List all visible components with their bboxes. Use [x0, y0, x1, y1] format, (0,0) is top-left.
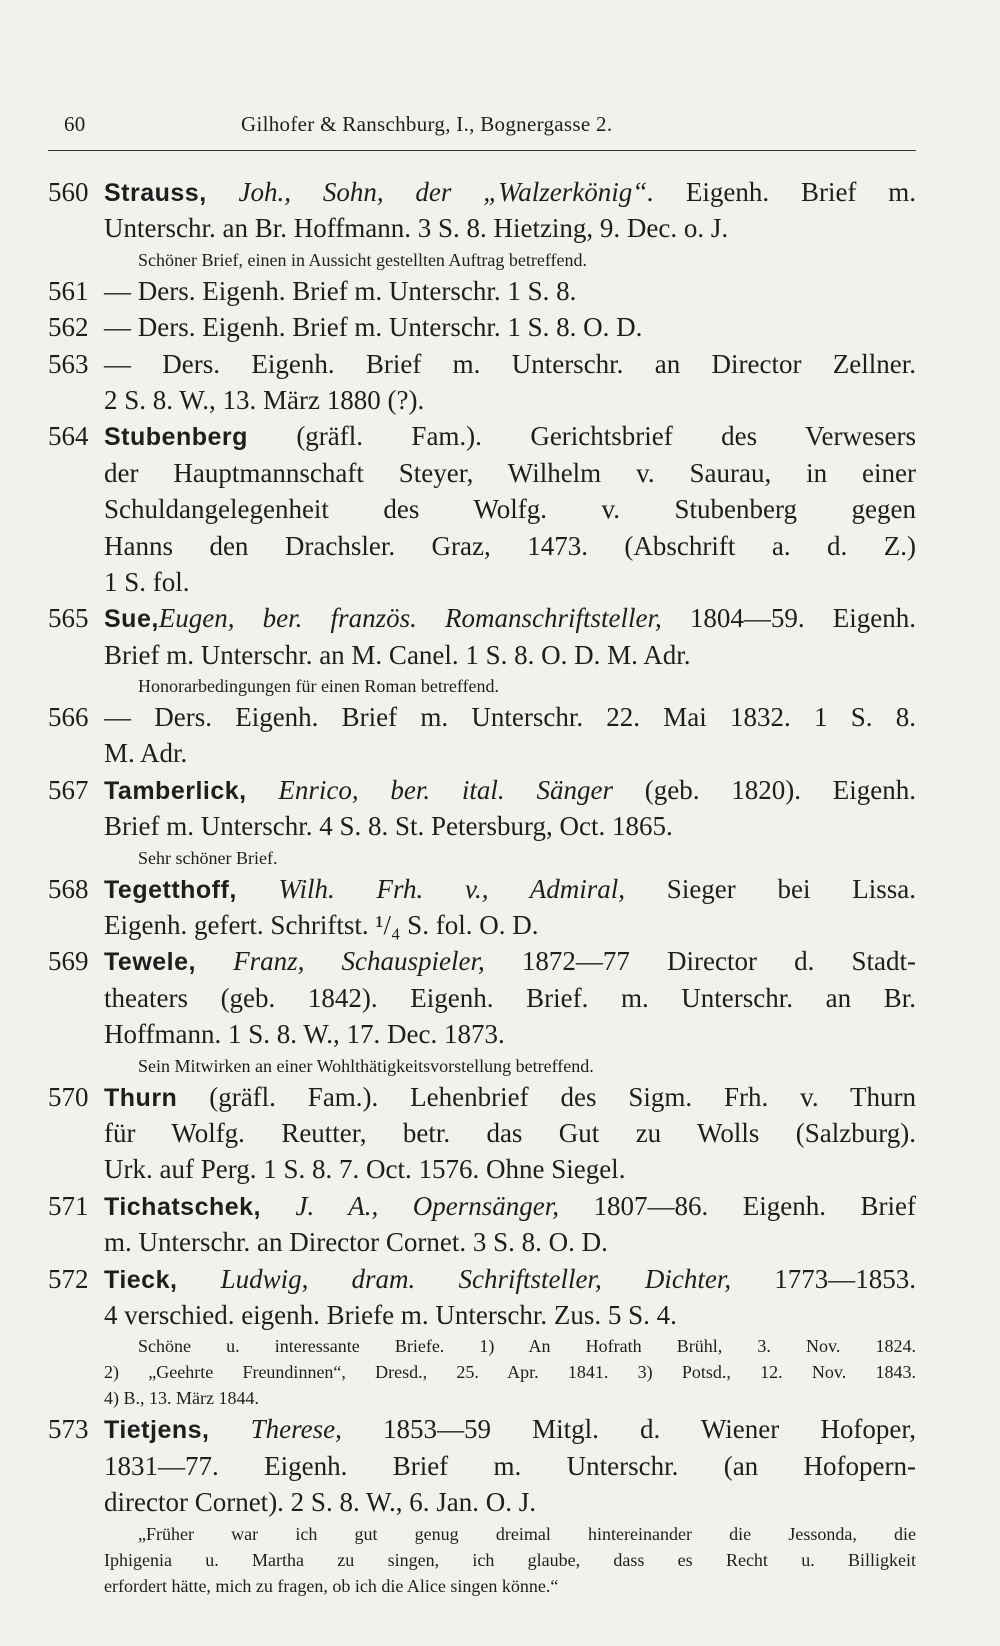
- lot-number: 570: [48, 1081, 89, 1112]
- entry-note: Schöne u. interessante Briefe. 1) An Hofrath Brühl, 3. Nov. 1824.: [138, 1336, 916, 1357]
- catalog-entry-567: [48, 772, 916, 871]
- entry-name: Tegetthoff,: [104, 875, 237, 904]
- entry-text: Sieger bei Lissa.: [666, 873, 916, 904]
- entry-line: 4 verschied. eigenh. Briefe m. Unterschr. Zus. 5 S. 4.: [104, 1299, 677, 1330]
- entry-line: m. Unterschr. an Director Cornet. 3 S. 8. O. D.: [104, 1227, 608, 1258]
- entry-line: Hanns den Drachsler. Graz, 1473. (Abschrift a. d. Z.): [104, 530, 916, 561]
- entry-text: 1853—59 Mitgl. d. Wiener Hofoper,: [382, 1414, 917, 1445]
- entry-line: director Cornet). 2 S. 8. W., 6. Jan. O. J.: [104, 1487, 536, 1518]
- entry-name: Tichatschek,: [104, 1192, 262, 1221]
- catalog-entry-566: [48, 699, 916, 772]
- entry-note: „Früher war ich gut genug dreimal hintereinander die Jessonda, die: [138, 1523, 916, 1544]
- catalog-entry-560: [48, 174, 916, 273]
- entry-name: Stubenberg: [104, 423, 248, 452]
- entry-line: Unterschr. an Br. Hoffmann. 3 S. 8. Hietzing, 9. Dec. o. J.: [104, 213, 729, 244]
- header-rule: [48, 150, 916, 151]
- entry-name: Strauss,: [104, 179, 207, 207]
- catalog-entry-568: [48, 871, 916, 944]
- lot-number: 563: [48, 348, 89, 379]
- entry-text: — Ders. Eigenh. Brief m. Unterschr. 22. Mai 1832. 1 S. 8.: [104, 702, 916, 733]
- entry-line: der Hauptmannschaft Steyer, Wilhelm v. Saurau, in einer: [104, 457, 916, 488]
- catalog-entry-561: [48, 273, 916, 309]
- entry-name: Tieck,: [104, 1265, 178, 1294]
- entry-text: 1773—1853.: [774, 1263, 917, 1294]
- entry-name: Sue,: [104, 605, 159, 634]
- catalog-entry-563: [48, 346, 916, 419]
- catalog-entries: [48, 174, 916, 1599]
- entry-text: — Ders. Eigenh. Brief m. Unterschr. an Director Zellner.: [104, 348, 916, 379]
- lot-number: 562: [48, 312, 89, 343]
- entry-descriptor: Ludwig, dram. Schriftsteller, Dichter,: [220, 1263, 732, 1294]
- entry-line: Urk. auf Perg. 1 S. 8. 7. Oct. 1576. Ohne Siegel.: [104, 1154, 626, 1185]
- entry-text: (gräfl. Fam.). Lehenbrief des Sigm. Frh. v. Thurn: [209, 1081, 917, 1112]
- entry-note: 2) „Geehrte Freundinnen“, Dresd., 25. Apr. 1841. 3) Potsd., 12. Nov. 1843.: [104, 1362, 916, 1383]
- entry-text: 1872—77 Director d. Stadt-: [521, 946, 916, 977]
- lot-number: 569: [48, 946, 89, 977]
- entry-descriptor: J. A., Opernsänger,: [295, 1190, 560, 1221]
- lot-number: 568: [48, 873, 89, 904]
- catalog-entry-570: [48, 1079, 916, 1188]
- entry-text: (gräfl. Fam.). Gerichtsbrief des Verwesers: [296, 421, 917, 452]
- lot-number: 561: [48, 275, 89, 306]
- entry-name: Tietjens,: [104, 1416, 210, 1445]
- catalog-entry-562: [48, 309, 916, 345]
- catalog-entry-564: [48, 418, 916, 600]
- entry-line: theaters (geb. 1842). Eigenh. Brief. m. Unterschr. an Br.: [104, 982, 916, 1013]
- entry-line: Schuldangelegenheit des Wolfg. v. Stubenberg gegen: [104, 494, 916, 525]
- lot-number: 571: [48, 1190, 89, 1221]
- entry-name: Tamberlick,: [104, 776, 247, 805]
- entry-note: erfordert hätte, mich zu fragen, ob ich die Alice singen könne.“: [104, 1575, 559, 1596]
- entry-line: Hoffmann. 1 S. 8. W., 17. Dec. 1873.: [104, 1019, 505, 1050]
- entry-note: Sein Mitwirken an einer Wohlthätigkeitsvorstellung betreffend.: [138, 1055, 594, 1076]
- catalog-entry-573: [48, 1411, 916, 1598]
- entry-note: Sehr schöner Brief.: [138, 847, 278, 868]
- entry-descriptor: Wilh. Frh. v., Admiral,: [278, 873, 626, 904]
- entry-line: Brief m. Unterschr. an M. Canel. 1 S. 8. O. D. M. Adr.: [104, 639, 691, 670]
- page-number: 60: [64, 112, 86, 136]
- entry-note: Iphigenia u. Martha zu singen, ich glaube, dass es Recht u. Billigkeit: [104, 1549, 916, 1570]
- entry-line: für Wolfg. Reutter, betr. das Gut zu Wolls (Salzburg).: [104, 1117, 916, 1148]
- lot-number: 566: [48, 702, 89, 733]
- entry-line: M. Adr.: [104, 738, 188, 769]
- entry-text: — Ders. Eigenh. Brief m. Unterschr. 1 S. 8. O. D.: [104, 312, 643, 343]
- entry-descriptor: Enrico, ber. ital. Sänger: [278, 774, 613, 805]
- lot-number: 567: [48, 774, 89, 805]
- entry-text: — Ders. Eigenh. Brief m. Unterschr. 1 S. 8.: [104, 275, 577, 306]
- entry-note: 4) B., 13. März 1844.: [104, 1388, 259, 1409]
- entry-name: Tewele,: [104, 948, 196, 977]
- entry-line: 1831—77. Eigenh. Brief m. Unterschr. (an Hofopern-: [104, 1450, 916, 1481]
- entry-note: Honorarbedingungen für einen Roman betreffend.: [138, 676, 500, 697]
- entry-descriptor: Franz, Schauspieler,: [233, 946, 485, 977]
- lot-number: 564: [48, 421, 89, 452]
- entry-line: Brief m. Unterschr. 4 S. 8. St. Petersburg, Oct. 1865.: [104, 811, 673, 842]
- entry-text: 1807—86. Eigenh. Brief: [593, 1190, 917, 1221]
- entry-name: Thurn: [104, 1083, 178, 1112]
- entry-descriptor: Therese,: [250, 1414, 342, 1445]
- catalog-entry-565: [48, 600, 916, 699]
- lot-number: 565: [48, 603, 89, 634]
- lot-number: 572: [48, 1263, 89, 1294]
- catalog-entry-569: [48, 943, 916, 1078]
- entry-text: 1804—59. Eigenh.: [689, 603, 916, 634]
- entry-line: 2 S. 8. W., 13. März 1880 (?).: [104, 384, 425, 415]
- entry-text: (geb. 1820). Eigenh.: [644, 774, 917, 805]
- entry-note: Schöner Brief, einen in Aussicht gestellten Auftrag betreffend.: [138, 249, 588, 270]
- catalog-entry-571: [48, 1188, 916, 1261]
- entry-descriptor: Eugen, ber. französ. Romanschriftsteller,: [158, 603, 662, 634]
- entry-line: 1 S. fol.: [104, 566, 190, 597]
- entry-descriptor: Joh., Sohn, der „Walzerkönig“.: [238, 177, 655, 207]
- entry-text: Eigenh. Brief m.: [685, 177, 917, 207]
- lot-number: 573: [48, 1414, 89, 1445]
- entry-line: Eigenh. gefert. Schriftst. ¹/₄ S. fol. O. D.: [104, 910, 539, 941]
- lot-number: 560: [48, 177, 89, 207]
- running-title: Gilhofer & Ranschburg, I., Bognergasse 2.: [241, 112, 613, 136]
- catalog-entry-572: [48, 1261, 916, 1412]
